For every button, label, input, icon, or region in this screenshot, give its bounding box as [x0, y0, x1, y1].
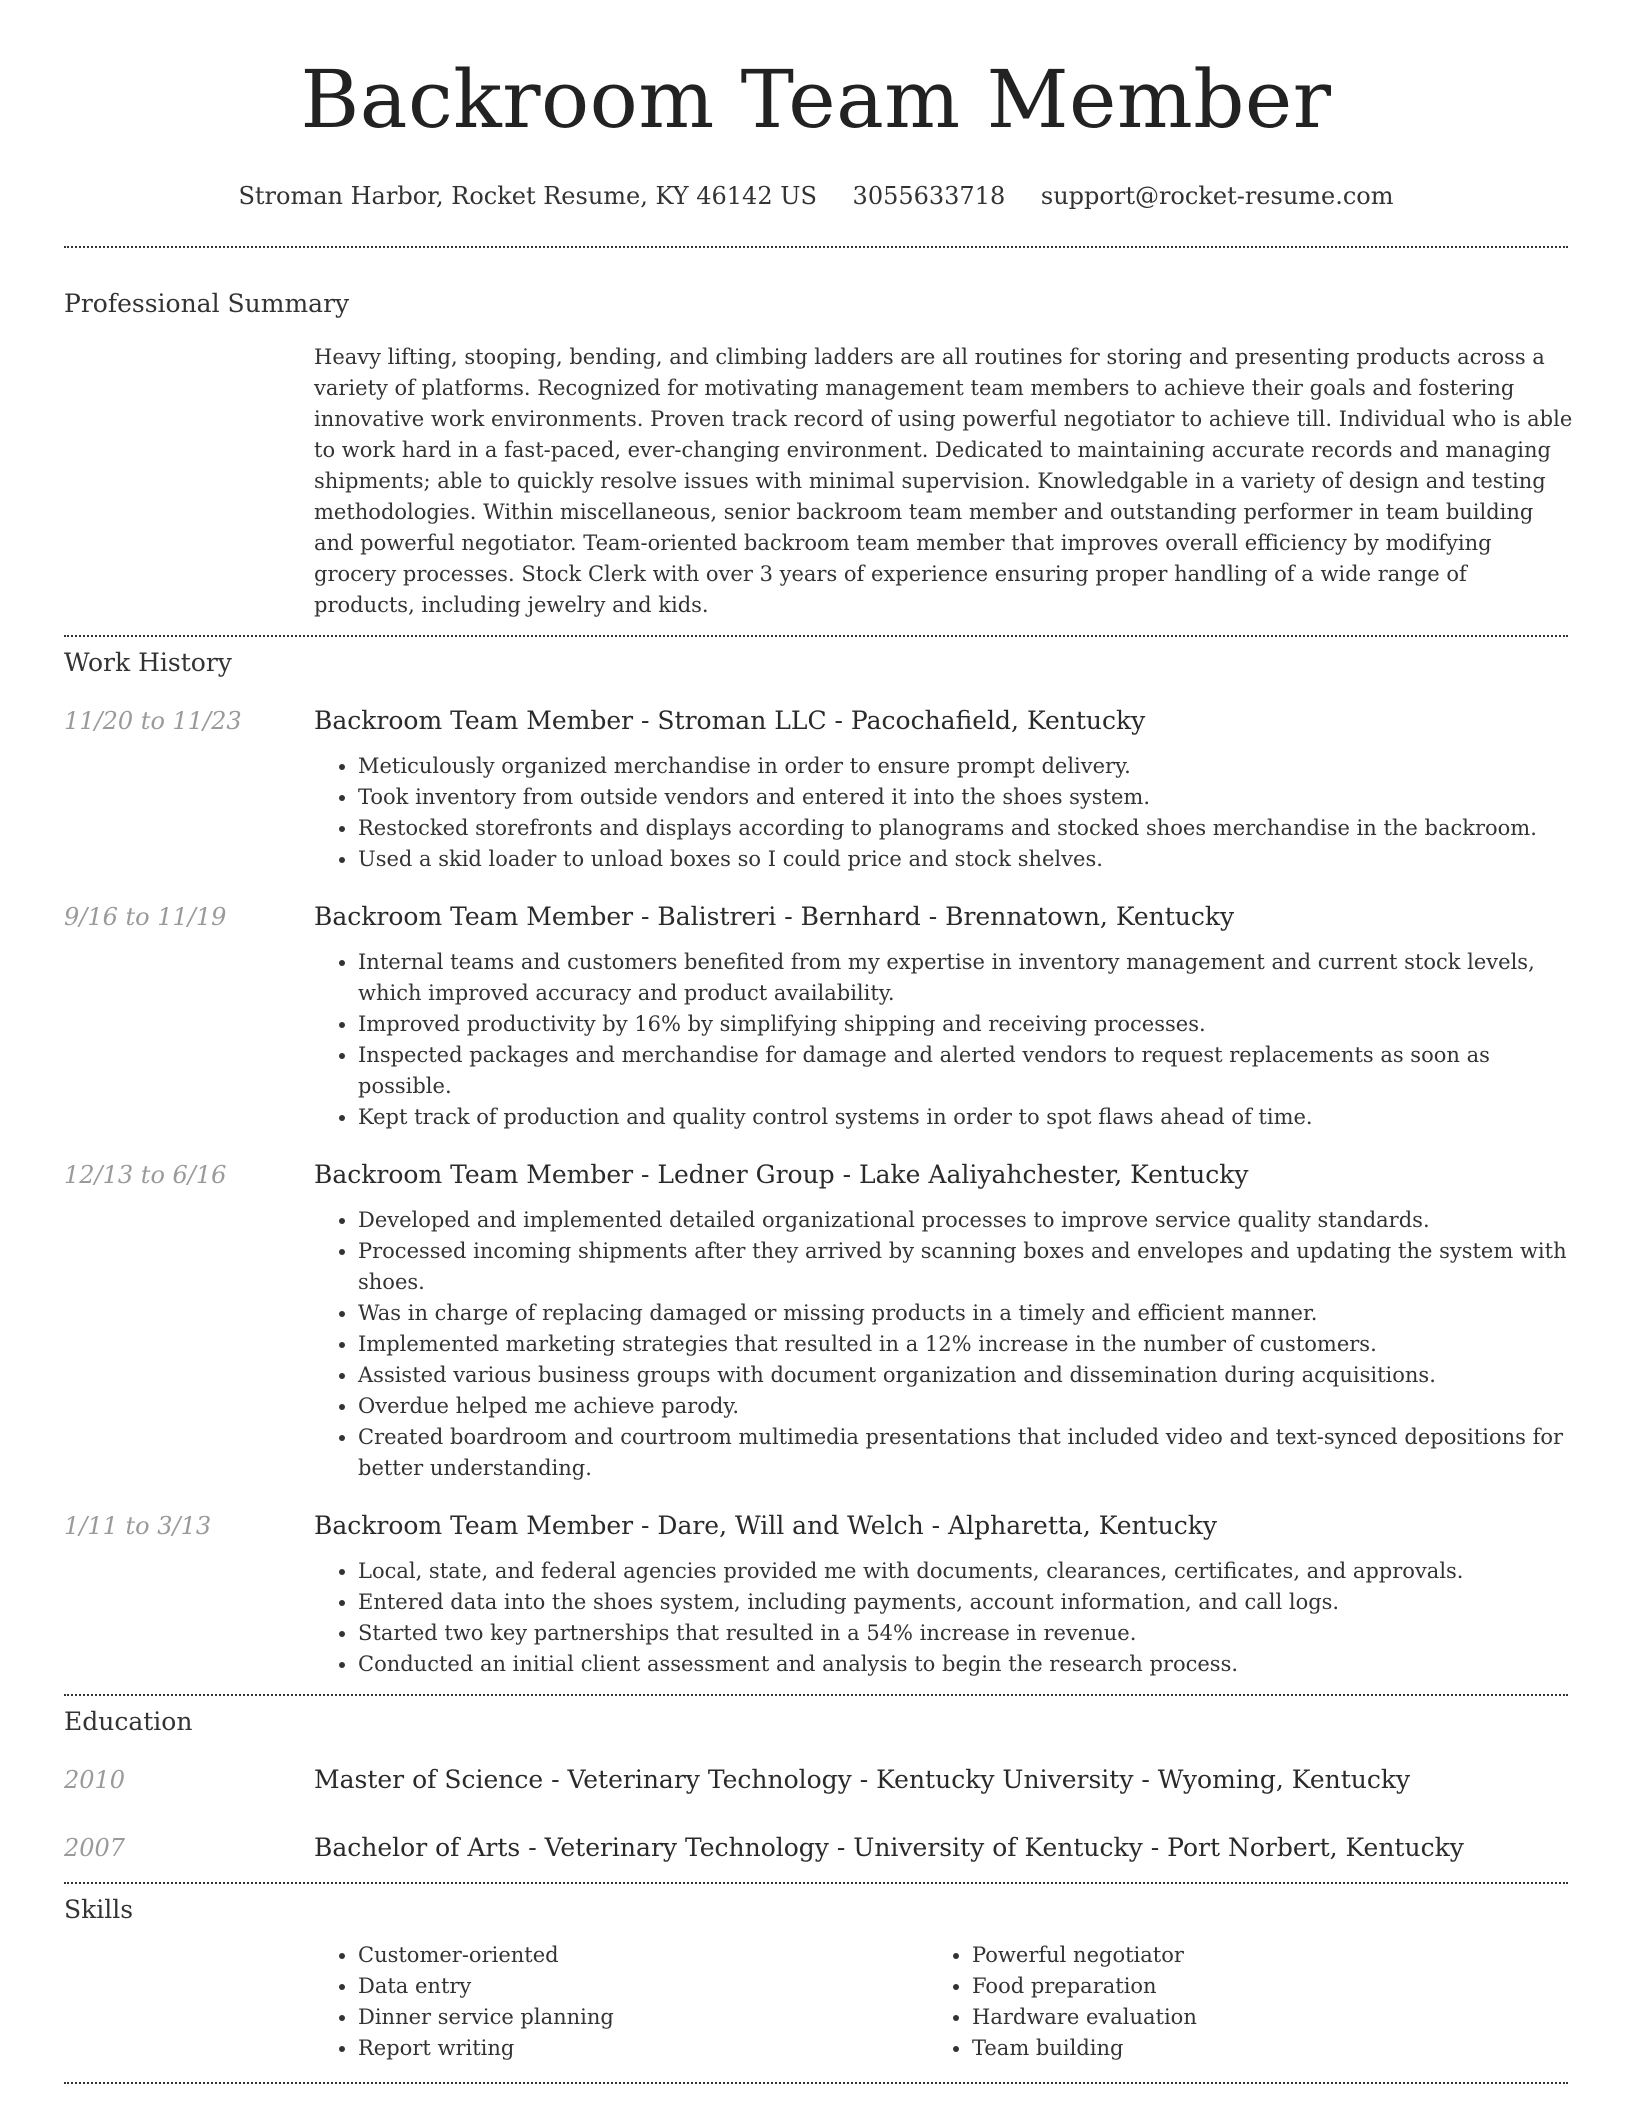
list-item: • Processed incoming shipments after they arrived by scanning boxes and envelopes and updating the system with shoes. [358, 1236, 1568, 1298]
list-item: • Kept track of production and quality control systems in order to spot flaws ahead of time. [358, 1102, 1568, 1133]
list-item: • Team building [972, 2033, 1542, 2064]
summary-text: Heavy lifting, stooping, bending, and climbing ladders are all routines for storing and presenting products across a variety of platforms. Recognized for motivating management team members to achieve their goals and fostering innovative work environments. Proven track record of using powerful negotiator to achieve till. Individual who is able to work hard in a fast-paced, ever-changing environment. Dedicated to maintaining accurate records and managing shipments; able to quickly resolve issues with minimal supervision. Knowledgable in a variety of design and testing methodologies. Within miscellaneous, senior backroom team member and outstanding performer in team building and powerful negotiator. Team-oriented backroom team member that improves overall efficiency by modifying grocery processes. Stock Clerk with over 3 years of experience ensuring proper handling of a wide range of products, including jewelry and kids. [314, 345, 1573, 617]
work-history-heading: Work History [64, 648, 232, 677]
education-degree: Bachelor of Arts - Veterinary Technology - University of Kentucky - Port Norbert, Kentucky [314, 1833, 1464, 1862]
list-item: • Hardware evaluation [972, 2002, 1542, 2033]
list-item: • Improved productivity by 16% by simplifying shipping and receiving processes. [358, 1009, 1568, 1040]
education-section [64, 1696, 1568, 1864]
list-item: • Dinner service planning [358, 2002, 928, 2033]
skills-columns [314, 1940, 1568, 2064]
list-item: • Assisted various business groups with document organization and dissemination during acquisitions. [358, 1360, 1568, 1391]
list-item: • Created boardroom and courtroom multimedia presentations that included video and text-synced depositions for better understanding. [358, 1422, 1568, 1484]
job-title: Backroom Team Member - Stroman LLC - Pacochafield, Kentucky [314, 706, 1146, 735]
skills-heading: Skills [64, 1895, 134, 1924]
education-entry [64, 1764, 1568, 1796]
list-item: • Restocked storefronts and displays according to planograms and stocked shoes merchandise in the backroom. [358, 813, 1568, 844]
job-bullets [314, 947, 1568, 1133]
resume-name: Backroom Team Member [300, 53, 1332, 146]
job-body [314, 901, 1568, 1133]
job-bullets [314, 751, 1568, 875]
job-dates: 11/20 to 11/23 [64, 707, 242, 735]
list-item: • Conducted an initial client assessment and analysis to begin the research process. [358, 1649, 1568, 1680]
education-entry [64, 1832, 1568, 1864]
list-item: • Overdue helped me achieve parody. [358, 1391, 1568, 1422]
contact-line [64, 180, 1568, 212]
list-item: • Powerful negotiator [972, 1940, 1542, 1971]
list-item: • Report writing [358, 2033, 928, 2064]
job-title: Backroom Team Member - Balistreri - Bernhard - Brennatown, Kentucky [314, 902, 1235, 931]
list-item: • Started two key partnerships that resulted in a 54% increase in revenue. [358, 1618, 1568, 1649]
list-item: • Local, state, and federal agencies provided me with documents, clearances, certificates, and approvals. [358, 1556, 1568, 1587]
list-item: • Developed and implemented detailed organizational processes to improve service quality standards. [358, 1205, 1568, 1236]
job-body [314, 705, 1568, 875]
contact-email: support@rocket-resume.com [1040, 182, 1394, 210]
contact-address: Stroman Harbor, Rocket Resume, KY 46142 US [238, 182, 817, 210]
list-item: • Implemented marketing strategies that resulted in a 12% increase in the number of customers. [358, 1329, 1568, 1360]
job-entry [64, 1510, 1568, 1680]
job-title: Backroom Team Member - Dare, Will and Welch - Alpharetta, Kentucky [314, 1511, 1218, 1540]
list-item: • Inspected packages and merchandise for damage and alerted vendors to request replacements as soon as possible. [358, 1040, 1568, 1102]
education-year: 2007 [64, 1834, 126, 1862]
section-divider [64, 246, 1568, 248]
list-item: • Entered data into the shoes system, including payments, account information, and call logs. [358, 1587, 1568, 1618]
job-body [314, 1510, 1568, 1680]
list-item: • Was in charge of replacing damaged or missing products in a timely and efficient manner. [358, 1298, 1568, 1329]
contact-phone: 3055633718 [852, 182, 1006, 210]
job-body [314, 1159, 1568, 1484]
job-entry [64, 901, 1568, 1133]
job-dates: 12/13 to 6/16 [64, 1161, 227, 1189]
education-degree: Master of Science - Veterinary Technology - Kentucky University - Wyoming, Kentucky [314, 1765, 1411, 1794]
job-dates: 1/11 to 3/13 [64, 1512, 212, 1540]
skills-left-list [314, 1940, 928, 2064]
job-bullets [314, 1556, 1568, 1680]
work-history-section [64, 637, 1568, 1680]
summary-heading: Professional Summary [64, 289, 350, 318]
list-item: • Internal teams and customers benefited from my expertise in inventory management and current stock levels, which improved accuracy and product availability. [358, 947, 1568, 1009]
list-item: • Customer-oriented [358, 1940, 928, 1971]
job-entry [64, 705, 1568, 875]
section-divider [64, 2082, 1568, 2084]
list-item: • Meticulously organized merchandise in order to ensure prompt delivery. [358, 751, 1568, 782]
skills-section [64, 1884, 1568, 2064]
list-item: • Used a skid loader to unload boxes so I could price and stock shelves. [358, 844, 1568, 875]
list-item: • Data entry [358, 1971, 928, 2002]
education-year: 2010 [64, 1766, 126, 1794]
list-item: • Food preparation [972, 1971, 1542, 2002]
job-bullets [314, 1205, 1568, 1484]
jobs-list [64, 705, 1568, 1680]
job-entry [64, 1159, 1568, 1484]
list-item: • Took inventory from outside vendors and entered it into the shoes system. [358, 782, 1568, 813]
skills-right-list [928, 1940, 1542, 2064]
job-dates: 9/16 to 11/19 [64, 903, 227, 931]
education-list [64, 1764, 1568, 1864]
job-title: Backroom Team Member - Ledner Group - Lake Aaliyahchester, Kentucky [314, 1160, 1249, 1189]
education-heading: Education [64, 1707, 193, 1736]
